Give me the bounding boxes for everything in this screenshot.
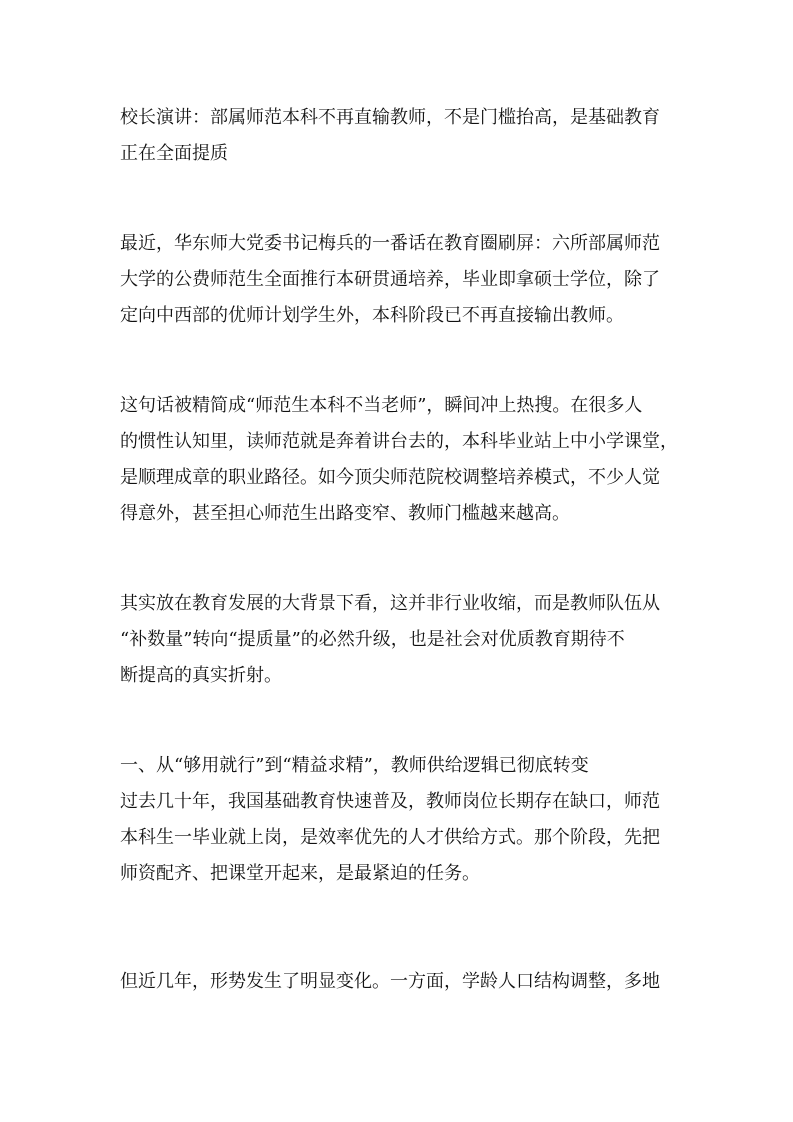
paragraph-2 (120, 388, 680, 532)
paragraph-line: 但近几年，形势发生了明显变化。一方面，学龄人口结构调整，多地 (120, 971, 660, 992)
title-line: 正在全面提质 (120, 143, 228, 164)
paragraph-line: 这句话被精简成“师范生本科不当老师”，瞬间冲上热搜。在很多人 (120, 395, 643, 416)
paragraph-line: 过去几十年，我国基础教育快速普及，教师岗位长期存在缺口，师范 (120, 791, 660, 812)
paragraph-line: 得意外，甚至担心师范生出路变窄、教师门槛越来越高。 (120, 503, 570, 524)
document-title (120, 100, 680, 172)
paragraph-5 (120, 964, 680, 1000)
paragraph-line: 定向中西部的优师计划学生外，本科阶段已不再直接输出教师。 (120, 305, 624, 326)
section-heading: 一、从“够用就行”到“精益求精”，教师供给逻辑已彻底转变 (120, 755, 589, 776)
paragraph-line: 是顺理成章的职业路径。如今顶尖师范院校调整培养模式，不少人觉 (120, 467, 660, 488)
paragraph-line: 最近，华东师大党委书记梅兵的一番话在教育圈刷屏：六所部属师范 (120, 233, 660, 254)
paragraph-line: 师资配齐、把课堂开起来，是最紧迫的任务。 (120, 863, 480, 884)
paragraph-4 (120, 748, 680, 892)
paragraph-line: 本科生一毕业就上岗，是效率优先的人才供给方式。那个阶段，先把 (120, 827, 660, 848)
title-line: 校长演讲：部属师范本科不再直输教师，不是门槛抬高，是基础教育 (120, 107, 660, 128)
paragraph-line: 大学的公费师范生全面推行本研贯通培养，毕业即拿硕士学位，除了 (120, 269, 660, 290)
paragraph-3 (120, 586, 680, 694)
paragraph-line: “补数量”转向“提质量”的必然升级，也是社会对优质教育期待不 (120, 629, 625, 650)
paragraph-1 (120, 226, 680, 334)
paragraph-line: 的惯性认知里，读师范就是奔着讲台去的，本科毕业站上中小学课堂， (120, 431, 678, 452)
paragraph-line: 其实放在教育发展的大背景下看，这并非行业收缩，而是教师队伍从 (120, 593, 660, 614)
paragraph-line: 断提高的真实折射。 (120, 665, 282, 686)
